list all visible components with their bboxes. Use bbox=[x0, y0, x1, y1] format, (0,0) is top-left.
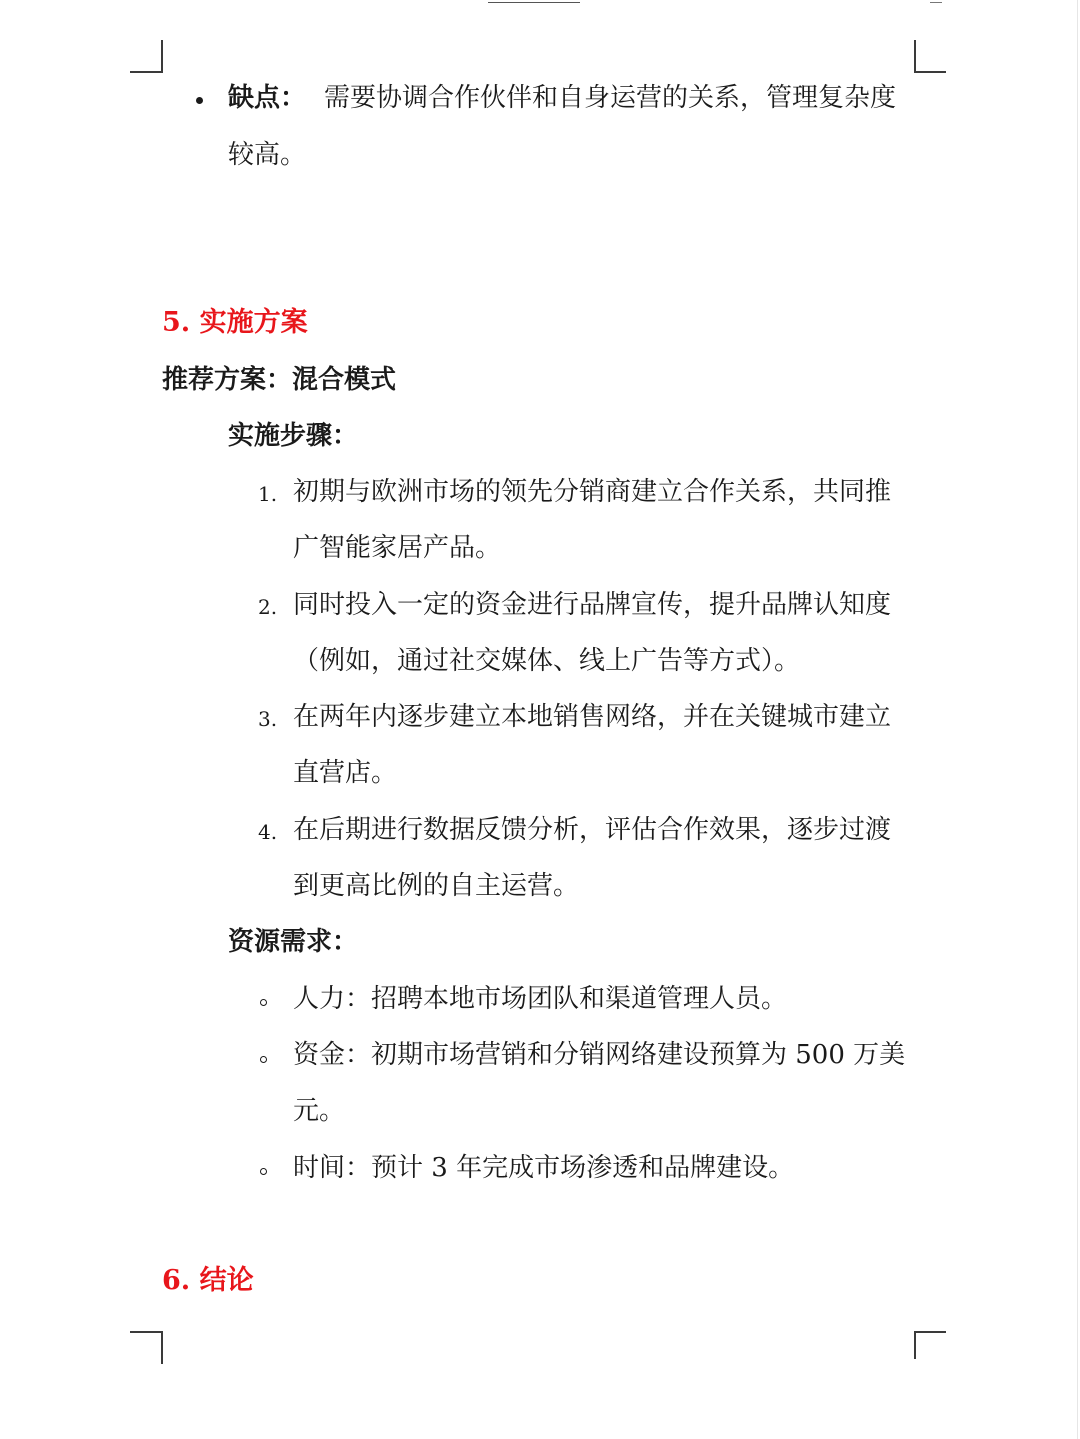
step-number: 1. bbox=[258, 482, 278, 506]
circle-bullet bbox=[260, 1056, 267, 1063]
crop-mark-top-left bbox=[130, 40, 163, 73]
cons-line-2: 较高。 bbox=[228, 140, 307, 170]
step-4-line-1: 在后期进行数据反馈分析，评估合作效果，逐步过渡 bbox=[293, 815, 892, 845]
step-2-line-2: （例如，通过社交媒体、线上广告等方式）。 bbox=[293, 646, 801, 676]
recommended-plan: 推荐方案：混合模式 bbox=[162, 365, 397, 395]
page-edge-line bbox=[488, 2, 580, 3]
page-edge-line bbox=[930, 2, 942, 3]
step-3-line-2: 直营店。 bbox=[293, 758, 398, 788]
cons-text: 需要协调合作伙伴和自身运营的关系，管理复杂度 bbox=[324, 83, 897, 113]
step-number: 2. bbox=[258, 595, 278, 619]
resource-3-line-1: 时间：预计 3 年完成市场渗透和品牌建设。 bbox=[293, 1153, 795, 1183]
bullet-dot bbox=[196, 97, 203, 104]
crop-mark-bottom-left bbox=[130, 1331, 163, 1364]
crop-mark-bottom-right bbox=[914, 1331, 946, 1359]
cons-label: 缺点： bbox=[228, 83, 307, 113]
step-2-line-1: 同时投入一定的资金进行品牌宣传，提升品牌认知度 bbox=[293, 590, 892, 620]
page-edge-line bbox=[1077, 0, 1078, 1439]
step-4-line-2: 到更高比例的自主运营。 bbox=[293, 871, 580, 901]
step-3-line-1: 在两年内逐步建立本地销售网络，并在关键城市建立 bbox=[293, 702, 892, 732]
steps-label: 实施步骤： bbox=[228, 421, 359, 451]
resource-1-line-1: 人力：招聘本地市场团队和渠道管理人员。 bbox=[293, 984, 788, 1014]
cons-line-1 bbox=[228, 78, 896, 118]
circle-bullet bbox=[260, 1168, 267, 1175]
step-1-line-2: 广智能家居产品。 bbox=[293, 533, 502, 563]
circle-bullet bbox=[260, 999, 267, 1006]
section-6-heading: 6. 结论 bbox=[162, 1265, 254, 1296]
step-number: 3. bbox=[258, 707, 278, 731]
crop-mark-top-right bbox=[914, 40, 946, 73]
step-number: 4. bbox=[258, 820, 278, 844]
section-5-heading: 5. 实施方案 bbox=[162, 307, 308, 338]
resource-2-line-1: 资金：初期市场营销和分销网络建设预算为 500 万美 bbox=[293, 1040, 906, 1070]
resource-2-line-2: 元。 bbox=[293, 1096, 346, 1126]
step-1-line-1: 初期与欧洲市场的领先分销商建立合作关系，共同推 bbox=[293, 477, 892, 507]
resources-label: 资源需求： bbox=[228, 927, 359, 957]
